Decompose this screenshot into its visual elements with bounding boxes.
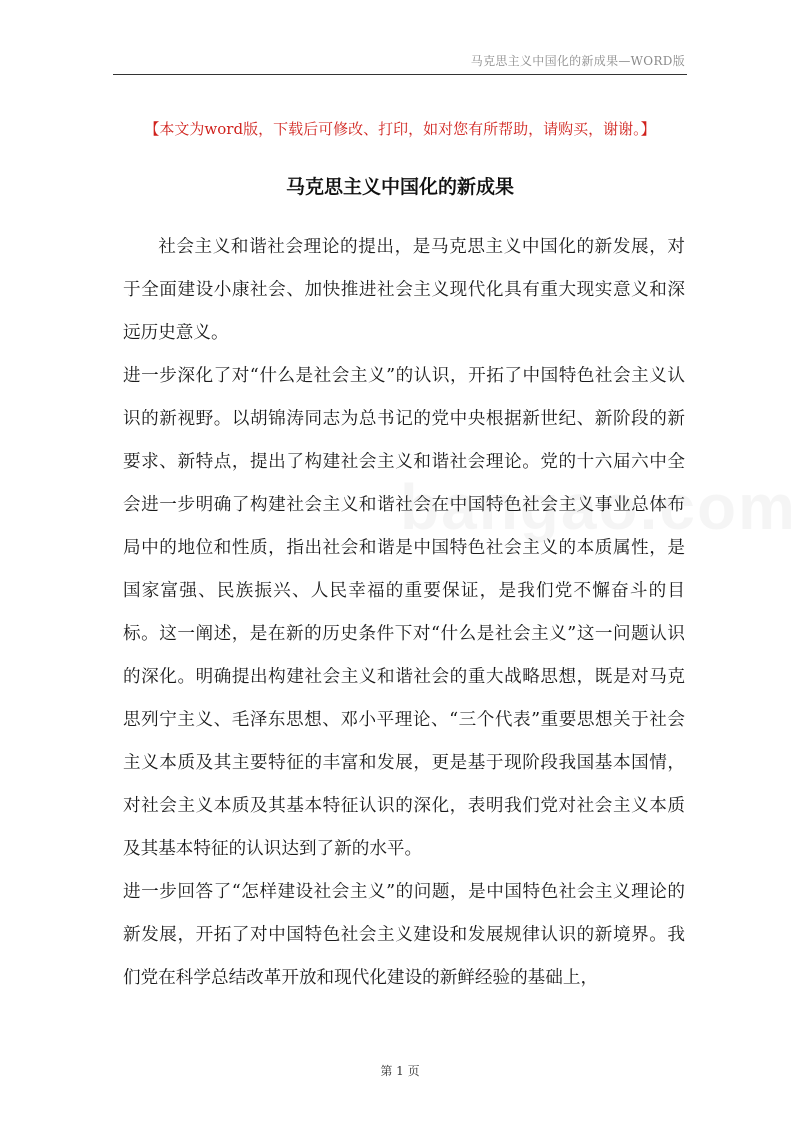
document-body	[123, 226, 685, 1000]
paragraph-how-to-build: 进一步回答了“怎样建设社会主义”的问题，是中国特色社会主义理论的新发展，开拓了对中国特色社会主义建设和发展规律认识的新境界。我们党在科学总结改革开放和现代化建设的新鲜经验的基础上，	[123, 882, 685, 988]
purchase-notice: 【本文为word版，下载后可修改、打印，如对您有所帮助，请购买，谢谢。】	[144, 120, 656, 138]
paragraph-what-is-socialism: 进一步深化了对“什么是社会主义”的认识，开拓了中国特色社会主义认识的新视野。以胡锦涛同志为总书记的党中央根据新世纪、新阶段的新要求、新特点，提出了构建社会主义和谐社会理论。党的十六届六中全会进一步明确了构建社会主义和谐社会在中国特色社会主义事业总体布局中的地位和性质，指出社会和谐是中国特色社会主义的本质属性，是国家富强、民族振兴、人民幸福的重要保证，是我们党不懈奋斗的目标。这一阐述，是在新的历史条件下对“什么是社会主义”这一问题认识的深化。明确提出构建社会主义和谐社会的重大战略思想，既是对马克思列宁主义、毛泽东思想、邓小平理论、“三个代表”重要思想关于社会主义本质及其主要特征的丰富和发展，更是基于现阶段我国基本国情，对社会主义本质及其基本特征认识的深化，表明我们党对社会主义本质及其基本特征的认识达到了新的水平。	[123, 366, 685, 859]
page-number: 第 1 页	[380, 1064, 420, 1078]
header-divider	[113, 74, 687, 75]
document-title: 马克思主义中国化的新成果	[285, 176, 514, 198]
paragraph-intro: 社会主义和谐社会理论的提出，是马克思主义中国化的新发展，对于全面建设小康社会、加快推进社会主义现代化具有重大现实意义和深远历史意义。	[123, 237, 685, 343]
running-header: 马克思主义中国化的新成果—WORD版	[470, 54, 685, 68]
